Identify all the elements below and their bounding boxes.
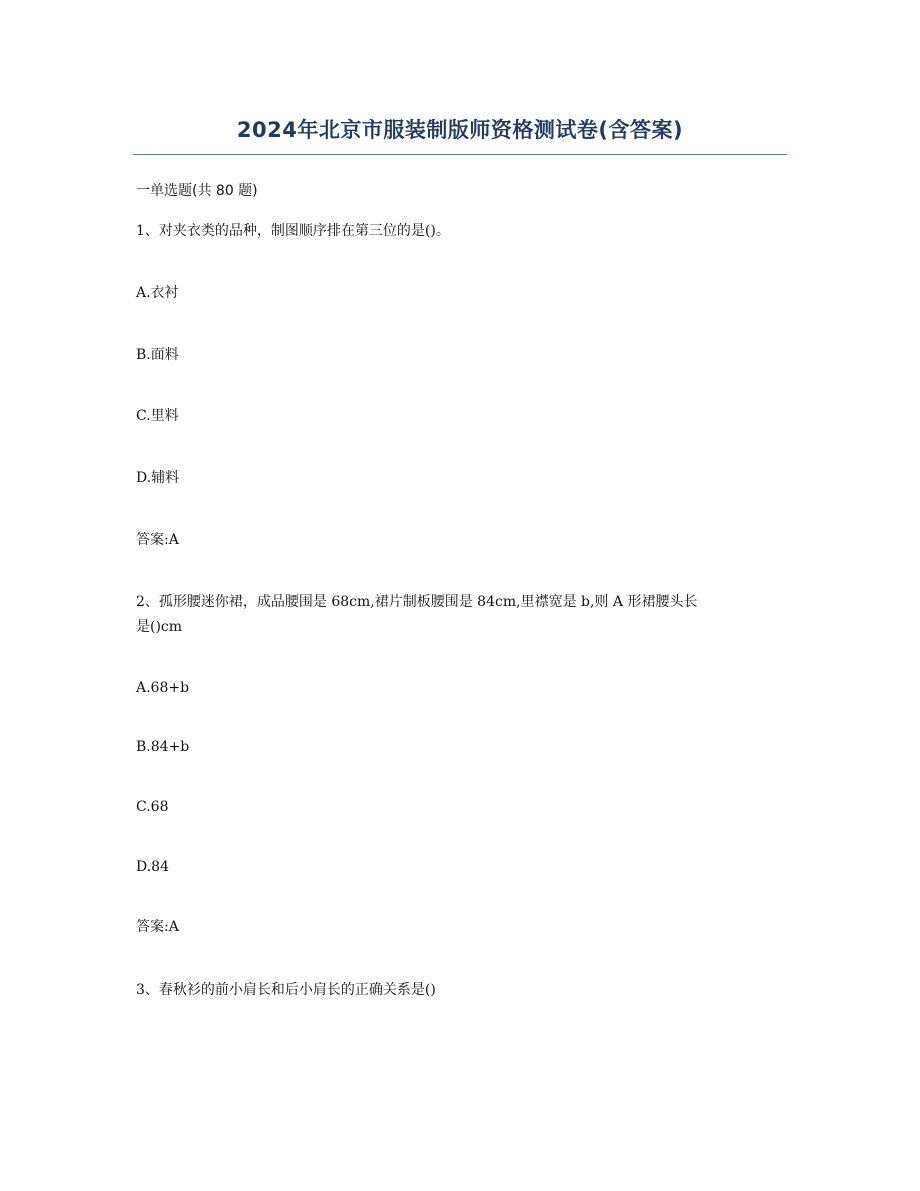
question-2-option-c: C.68: [136, 799, 169, 815]
question-2-option-d: D.84: [136, 859, 169, 875]
question-1-option-c: C.里料: [136, 408, 179, 424]
question-2-option-b: B.84+b: [136, 739, 190, 755]
question-1-option-d: D.辅料: [136, 470, 180, 486]
title-divider: [133, 154, 787, 155]
question-2-answer: 答案:A: [136, 919, 179, 935]
question-2-stem-line-1: 2、孤形腰迷你裙，成品腰围是 68cm,裙片制板腰围是 84cm,里襟宽是 b,则 A 形裙腰头长: [136, 594, 698, 610]
question-2-option-a: A.68+b: [136, 680, 190, 696]
section-heading: 一单选题(共 80 题): [136, 183, 258, 199]
question-1-stem: 1、对夹衣类的品种，制图顺序排在第三位的是()。: [136, 223, 450, 239]
question-1-answer: 答案:A: [136, 532, 179, 548]
question-2-stem-line-2: 是()cm: [136, 619, 183, 635]
question-1-option-b: B.面料: [136, 347, 179, 363]
document-title: 2024年北京市服装制版师资格测试卷(含答案): [236, 118, 684, 142]
question-1-option-a: A.衣衬: [136, 285, 179, 301]
question-3-stem: 3、春秋衫的前小肩长和后小肩长的正确关系是(): [136, 982, 436, 998]
